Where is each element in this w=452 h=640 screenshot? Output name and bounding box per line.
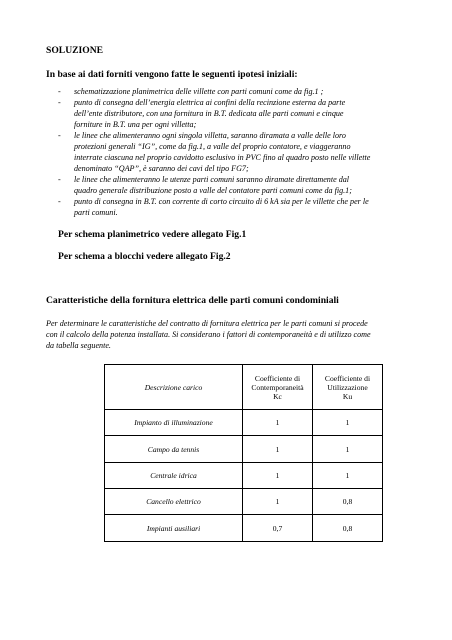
header-ku-line: Utilizzazione [327,382,368,392]
list-item-line: le linee che alimenteranno ogni singola villetta, saranno diramata a valle delle loro [74,131,346,140]
list-item-line: schematizzazione planimetrica delle villette con parti comuni come da fig.1 ; [74,87,324,96]
header-kc-symbol: Kc [273,391,282,401]
row-ku: 0,8 [313,515,383,542]
section-paragraph-line: con il calcolo della potenza installata. Si considerano i fattori di contemporaneità e di utilizzo come [46,330,371,339]
row-ku: 1 [313,463,383,489]
list-item-line: forniture in B.T. una per ogni villetta; [74,120,197,129]
schema-blocchi-note: Per schema a blocchi vedere allegato Fig.2 [58,251,231,262]
list-dash: - [58,131,61,140]
table-row [105,436,383,463]
row-description: Impianto di illuminazione [105,410,243,436]
row-ku: 0,8 [313,489,383,515]
list-item-line: le linee che alimenteranno le utenze parti comuni saranno diramate direttamente dal [74,175,350,184]
intro-statement: In base ai dati forniti vengono fatte le seguenti ipotesi iniziali: [46,69,298,80]
list-item-line: punto di consegna in B.T. con corrente di corto circuito di 6 kA sia per le villette che per le [74,197,369,206]
header-ku [313,365,383,410]
list-item-line: parti comuni. [74,208,118,217]
header-ku-symbol: Ku [342,391,353,401]
row-description: Centrale idrica [105,463,243,489]
row-description: Impianti ausiliari [105,515,243,542]
row-kc: 1 [243,463,313,489]
row-ku: 1 [313,436,383,463]
row-kc: 1 [243,410,313,436]
header-kc-line: Contemporaneità [251,382,304,392]
header-kc-line: Coefficiente di [254,373,301,383]
list-item-line: protezioni generali “IG”, come da fig.1, a valle del proprio contatore, e viaggeranno [74,142,351,151]
table-row [105,410,383,436]
list-item-line: dell’ente distributore, con una fornitura in B.T. dedicata alle parti comuni e cinque [74,109,344,118]
list-item-line: punto di consegna dell’energia elettrica ai confini della recinzione esterna da parte [74,98,346,107]
load-factors-table [104,364,383,542]
list-dash: - [58,197,61,206]
row-description: Cancello elettrico [105,489,243,515]
section-paragraph-line: Per determinare le caratteristiche del contratto di fornitura elettrica per le parti comuni si procede [46,319,368,328]
table-row [105,515,383,542]
schema-planimetrico-note: Per schema planimetrico vedere allegato Fig.1 [58,229,247,240]
list-item-line: quadro generale distribuzione posto a valle del contatore parti comuni come da fig.1; [74,186,352,195]
row-ku: 1 [313,410,383,436]
heading: SOLUZIONE [46,45,104,56]
table-row [105,489,383,515]
list-dash: - [58,175,61,184]
row-kc: 0,7 [243,515,313,542]
table-row [105,463,383,489]
row-kc: 1 [243,489,313,515]
header-ku-line: Coefficiente di [324,373,371,383]
list-dash: - [58,98,61,107]
section-paragraph-line: da tabella seguente. [46,341,111,350]
row-description: Campo da tennis [105,436,243,463]
list-dash: - [58,87,61,96]
list-item-line: denominato “QAP”, è saranno dei cavi del tipo FG7; [74,164,249,173]
table-header-row [105,365,383,410]
section-title: Caratteristiche della fornitura elettrica delle parti comuni condominiali [46,295,339,306]
header-description: Descrizione carico [105,365,243,410]
header-kc [243,365,313,410]
row-kc: 1 [243,436,313,463]
list-item-line: interrate ciascuna nel proprio cavidotto esclusivo in PVC fino al quadro posto nelle villette [74,153,371,162]
